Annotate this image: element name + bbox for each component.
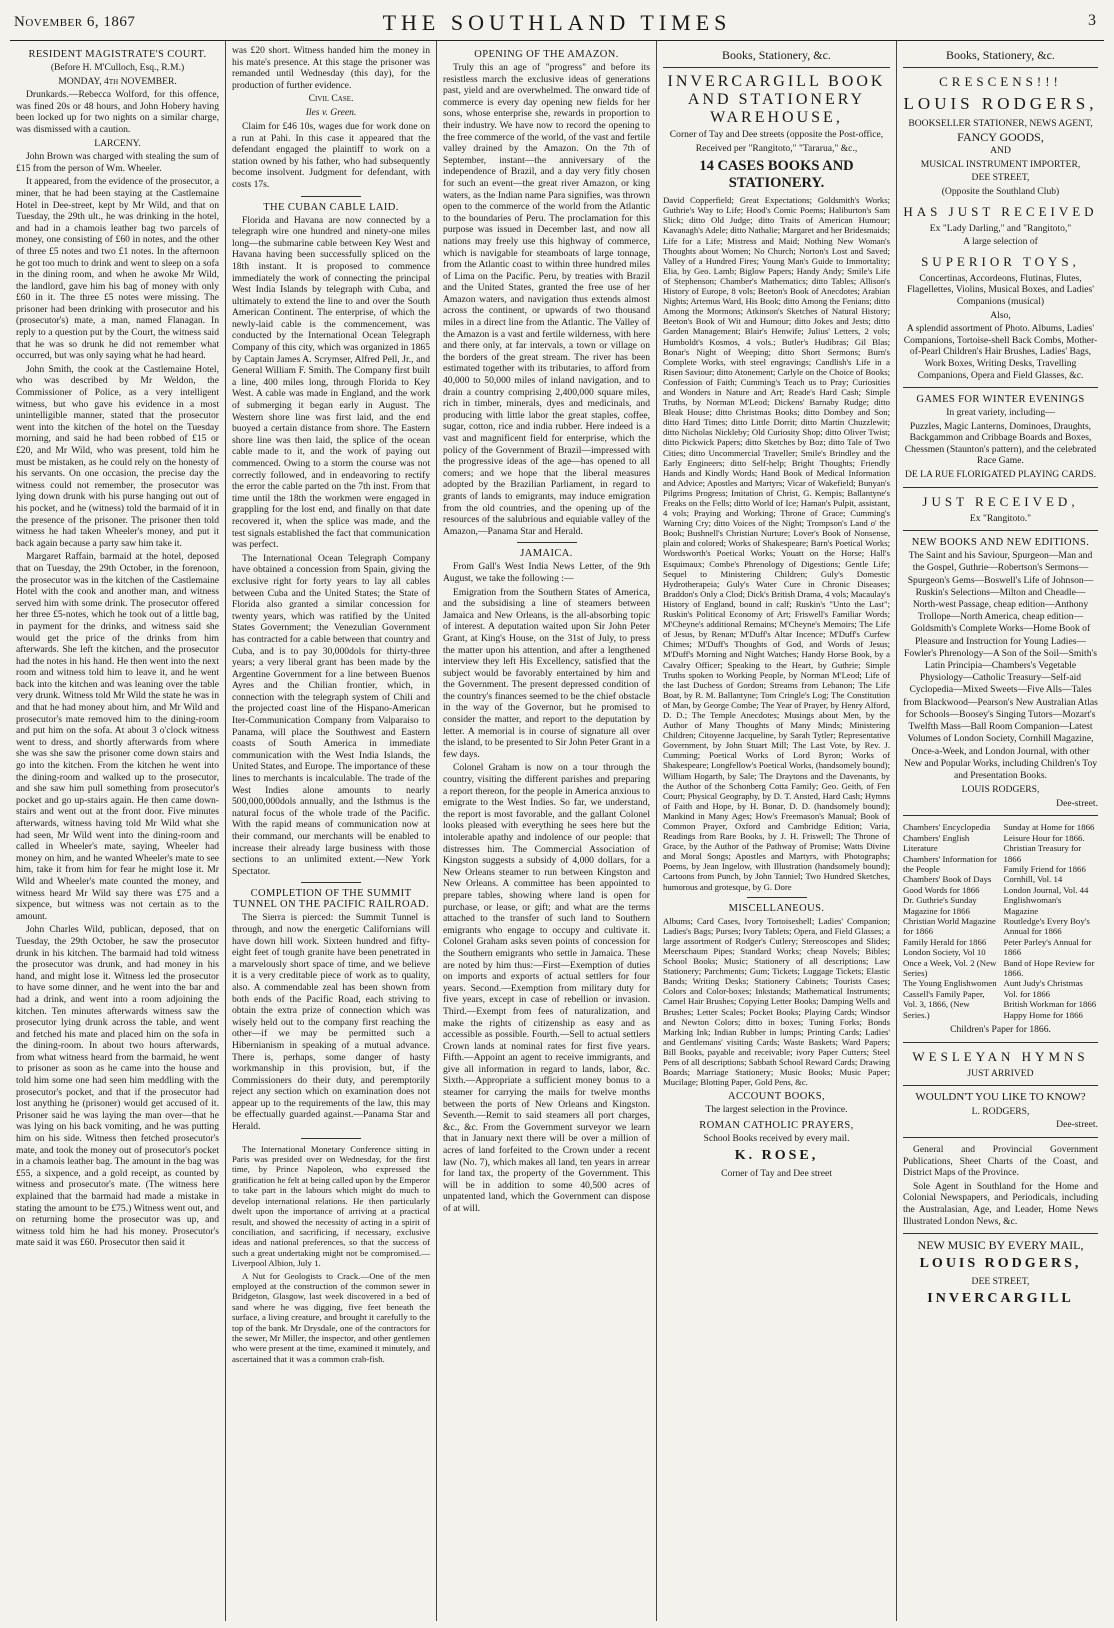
company-address: Corner of Tay and Dee streets (opposite the Post-office, (669, 129, 884, 140)
cases-headline: 14 CASES BOOKS AND STATIONERY. (699, 158, 854, 192)
list-item: Chambers' Information for the People (903, 853, 997, 874)
new-books-heading: NEW BOOKS AND NEW EDITIONS. (911, 537, 1090, 549)
divider (301, 882, 361, 883)
playing-cards-line: DE LA RUE FLORIGATED PLAYING CARDS. (905, 469, 1096, 481)
importer-line: MUSICAL INSTRUMENT IMPORTER, (920, 158, 1081, 170)
photo-list: A splendid assortment of Photo. Albums, Ladies' Companions, Tortoise-shell Back Combs, Mother-of-Pearl Children's Hair Brushes, Ladies' Bags, Work Boxes, Writing Desks, Travelling Companions, Opera and Field Glasses, &c. (903, 323, 1098, 381)
also-line: Also, (990, 309, 1011, 321)
paragraph: Drunkards.—Rebecca Wolford, for this offence, was fined 20s or 48 hours, and John Hobery having been locked up for two nights on a similar charge, was dismissed with a caution. (16, 89, 219, 135)
section-header: Books, Stationery, &c. (663, 45, 890, 68)
account-books-line: The largest selection in the Province. (705, 1104, 848, 1116)
company-name: INVERCARGILL BOOK AND STATIONERY WAREHOUSE, (667, 73, 886, 126)
paragraph: Truly this an age of "progress" and before its resistless march the exclusive ideas of generations past, yield and are overwhelmed. The onward tide of commerce is every day opening new fields for her sons, whose enterprise she, rewards in proportion to their industry. We have now to record the opening to the free commerce of the world, of the vast and fertile valley drained by the Amazon. On the 7th of September, instant—the anniversary of the independence of Brazil, and a day very fitly chosen for such an event—the great river Amazon, or king waters, as the Indian name Para signifies, was thrown open to the commerce of the world from the Atlantic to the boundaries of Peru. The proclamation for this purpose was issued in December last, and now all nations may freely use this highway of commerce, which is navigable for steamboats of large tonnage, from the Atlantic coast to within three hundred miles of Lima on the Pacific. Peru, by treaties with Brazil and the United States, granted the free use of her Amazon waters, and navigation thus extends almost across the continent, or upwards of two thousand miles in a direct line from the Atlantic. The Valley of the Amazon is a vast and fertile wilderness, with here and there only, at far intervals, a town or village on the borders of the great stream. The river has been estimated together with its tributaries, to afford from 40,000 to 50,000 miles of inland navigation, and to drain a country comprising 2,400,000 square miles, rich in timber, minerals, dyes and medicinals, and producing with little labor the great staples, coffee, sugar, cotton, rice and india rubber. Here indeed is a vast and magnificent field for enterprise, which the policy of the Government of Brazil—impressed with the progressive ideas of the age—has opened to all comers; and we hope that the liberal measures adopted by the Brazilian Parliament, in regard to grants of lands to emigrants, may induce emigration from the old countries, and the opening up of the resources of the salubrious and equiable valley of the Amazon,—Panama Star and Herald. (443, 62, 650, 537)
divider (903, 1042, 1098, 1043)
periodicals-left (903, 822, 998, 1020)
prayers-heading: ROMAN CATHOLIC PRAYERS, (699, 1119, 854, 1131)
wouldnt-line: WOULDN'T YOU LIKE TO KNOW? (915, 1091, 1086, 1104)
shipment-line: Received per "Rangitoto," "Tararua," &c., (695, 142, 858, 154)
divider (517, 542, 577, 543)
paragraph: John Smith, the cook at the Castlemaine Hotel, who was described by Mr Weldon, the Commissioner of Police, as a very intelligent witness, but who gave his evidence in a most unintelligible manner, stated that the prosecutor went into the kitchen of the hotel on the Tuesday morning, and said he had been robbed of £15 or £20, and Mr Wild, who was present, told him he must be mistaken, as he could rely on the honesty of his servants. On one occasion, the precise day the witness could not remember, the prosecutor was lying down drunk with his purse hanging out out of his pocket, and he (witness) told the barmaid of it in the presence of the prisoner. The prisoner then told witness he had taken Wheeler's money, and put it back again because a party saw him take it. (16, 363, 219, 549)
divider (903, 530, 1098, 531)
column-news (226, 41, 437, 1621)
list-item: Aunt Judy's Christmas Vol. for 1866 (1003, 978, 1083, 999)
list-item: Family Herald for 1866 (903, 936, 987, 947)
divider (903, 387, 1098, 388)
issue-date: November 6, 1867 (14, 14, 136, 30)
rodgers-street: Dee-street. (1056, 797, 1098, 809)
wesleyan-heading: WESLEYAN HYMNS (912, 1048, 1089, 1064)
periodicals-lists (903, 822, 1098, 1020)
trades-line: BOOKSELLER STATIONER, NEWS AGENT, (908, 118, 1093, 129)
masthead (10, 6, 1104, 41)
l-rodgers-signature: L. RODGERS, (971, 1105, 1030, 1117)
tunnel-heading: COMPLETION OF THE SUMMIT TUNNEL ON THE PACIFIC RAILROAD. (232, 888, 430, 911)
list-item: Chambers' Encyclopedia (903, 822, 991, 833)
list-item: The Young Englishwomen (903, 978, 997, 989)
paragraph: was £20 short. Witness handed him the money in his mate's presence. At this stage the prisoner was remanded until Wednesday (this day), for the production of further evidence. (232, 45, 430, 91)
column-foreign-news (437, 41, 657, 1621)
list-item: Dr. Guthrie's Sunday Magazine for 1866 (903, 895, 977, 916)
games-list: Puzzles, Magic Lanterns, Dominoes, Draughts, Backgammon and Cribbage Boards and Boxes, Chessmen (Staunton's pattern), and the celebrated Race Game. (904, 420, 1097, 467)
paragraph: John Charles Wild, publican, deposed, that on Tuesday, the 29th October, he saw the prosecutor drunk in his kitchen. The barmaid had told witness the prosecutor was drunk, and had money in his hand, and might lose it. Witness led the prosecutor to have some dinner, and he went into the bar and had a drink, and went into a room adjoining the kitchen. Ten minutes afterwards witness saw the prosecutor lying drunk across the table, and went and fetched his mate and placed him on the sofa in the dining-room. In about two hours afterwards, from what witness heard from the barmaid, he went to prisoner as soon as he came into the house and told him some one had seen him meddling with the prosecutor's pocket, and that if the prosecutor had lost anything he (prisoner) would get accused of it. Prisoner said he was laying the man over—that he was lying on his back vomiting, and he was putting him on his side. Witness then fetched prosecutor's mate, and took the money out of prosecutor's pocket in a chamois leather bag. The amount in the bag was £55, a sixpence, and a gold receipt, as counted by witness and prosecutor's mate. (The witness here explained that the barmaid had made a mistake in stating the amount to be £75.) Witness went out, and on returning home the prosecutor was up, and witness told him he had his money. Prosecutor's mate said it was £60. Prosecutor then said it (16, 924, 219, 1249)
paragraph: Claim for £46 10s, wages due for work done on a run at Pahi. In this case it appeared that the defendant engaged the plaintiff to work on a station owned by his father, who had subsequently become insolvent. Judgment for defendant, with costs 17s. (232, 120, 430, 190)
court-date: MONDAY, 4th NOVEMBER. (58, 75, 177, 87)
selection-line: A large selection of (963, 236, 1038, 248)
ship-line-2: Ex "Rangitoto." (969, 512, 1032, 524)
paragraph: It appeared, from the evidence of the prosecutor, a miner, that he had been staying at the Castlemaine Hotel in Dee-street, kept by Mr Wild, and that on Tuesday, the 29th ult., he was drinking in the hotel, and had in a chamois leather bag two parcels of money, one consisting of £60 in notes, and the other of three £5 notes and two £1 notes. In the afternoon he got too much to drink and went to sleep on a sofa in the dining room, and when he awoke Mr Wild, the landlord, gave him his bag of money with only £60 in it. The three £5 notes were missing. The prisoner had been drinking with prosecutor and his (prosecutor's) mate, a man, named Flanagan. In reply to a question put by the Court, the witness said that he was so drunk he did not remember what occurred, but was only saying what he had heard. (16, 176, 219, 362)
paragraph: Margaret Raffain, barmaid at the hotel, deposed that on Tuesday, the 29th October, in the forenoon, the prosecutor was in the kitchen of the Castlemaine Hotel with the cook and another man, and witness served him with some drink. The prosecutor offered her three £5-notes, which he took out of a little bag, in payment for the drinks, and witness said she would get the price of the drinks from him afterwards. She left the kitchen, and the prosecutor had the notes in his hand. He then went into the next room and witness told him to leave it, and he went back into the kitchen and was leaning over the table very drunk. Witness told Mr Wild the state he was in and that he had money about him, and Mr Wild and prosecutor's mate removed him to the dining-room and put him on the sofa. At about 3 o'clock witness went to dress, and shortly afterwards from where she was she saw the prisoner come down stairs and go into the kitchen. From the kitchen he went into the dining-room and walked up to the prosecutor, and she saw him pull something from prosecutor's pocket and go up-stairs again. He then came down-stairs and went out at the front door. Five minutes afterwards, witness having told Mr Wild what she had seen, Mr Wild went into the dining-room and called in Wheeler's mate, saying, Wheeler had money on him, and he wanted Wheeler's mate to see him, take it from him for fear he might lose it. Mr Wild and Wheeler's mate counted the money, and witness heard Mr Wild say there was £75 and a sixpence, but witness was not certain as to the amount. (16, 551, 219, 922)
misc-heading: MISCELLANEOUS. (728, 902, 825, 914)
list-item: Cornhill, Vol. 14 (1003, 874, 1063, 885)
list-item: Good Words for 1866 (903, 884, 980, 895)
larceny-heading: LARCENY. (94, 137, 141, 149)
toys-list: Concertinas, Accordeons, Flutinas, Flutes, Flagellettes, Violins, Musical Boxes, and Ladies' Companions (musical) (907, 272, 1094, 307)
paragraph: The International Monetary Conference sitting in Paris was presided over on Wednesday, for the first time, by Prince Napoleon, who expressed the gratification he felt at being called upon by the Emperor to take part in the labours which might do much to develop international relations. He then particularly dwelt upon the importance of arriving at a practical result, and showed the necessity of acting in a spirit of conciliation, and sacrificing, if necessary, exclusive ideas and national preferences, so that the success of such a great undertaking might not be compromised.—Liverpool Albion, July 1. (232, 1143, 430, 1269)
divider (903, 1085, 1098, 1086)
columns (10, 41, 1104, 1621)
civil-case-heading: Civil Case. (308, 93, 354, 105)
city-name: INVERCARGILL (927, 1291, 1074, 1307)
has-received-line: HAS JUST RECEIVED (903, 203, 1098, 219)
list-item: Christian Treasury for 1866 (1003, 843, 1082, 864)
games-heading: GAMES FOR WINTER EVENINGS (916, 394, 1085, 406)
list-item: Band of Hope Review for 1866. (1003, 957, 1095, 978)
list-item: Leisure Hour for 1866. (1003, 832, 1085, 843)
amazon-heading: OPENING OF THE AMAZON. (474, 49, 619, 60)
fancy-goods-line: FANCY GOODS, (957, 129, 1044, 144)
court-subheading: (Before H. M'Culloch, Esq., R.M.) (50, 62, 185, 73)
paragraph: The International Ocean Telegraph Company have obtained a concession from Spain, giving the exclusive right for forty years to lay all cables between Cuba and the United States; the State of Florida also granted a similar concession for twenty years, which was ratified by the United States Government; the Venezulian Government has contracted for a cable between that country and Cuba, and is to pay 30,000dols for thirty-three years; a very liberal grant has been made by the Argentine Government for a line between Buenos Ayres and the Chilian frontier, which, in connection with the telegraph system of Chili and the projected coast line of the Hispano-American Iter-Communication Company from Valparaiso to Panama, will place the Southwest and Eastern coasts of South America in immediate communication with the West India Islands, the United States, and Europe. The importance of these lines to merchants is incalculable. The trade of the West Indies alone amounts to nearly 500,000,000dols annually, and the Isthmus is the natural focus of the whole trade of the Pacific. With the rapid means of communication now at their command, our merchants will be enabled to increase their already large business with those sections to an unlimited extent.—New York Spectator. (232, 552, 430, 877)
divider (301, 196, 361, 197)
advertiser-address: Corner of Tay and Dee street (721, 1168, 832, 1180)
list-item: Chambers' English Literature (903, 832, 970, 854)
paragraph: Colonel Graham is now on a tour through the country, visiting the different parishes and preparing a report thereon, for the people in America anxious to emigrate to the West Indies. So far, we understand, the report is most favorable, and the gallant Colonel looks pleased with everything he sees here but the intolerable apathy and indolence of our people: that distresses him. The Commercial Association of Kingston suggests a subsidy of 4,000 dollars, for a New Orleans steamer to run between Kingston and New Orleans. A committee has been appointed to prepare tables, showing where land is open for purchase, or lease, or gift; and what are the terms attached to the transfer of such land to Southern emigrants who engage to occupy and cultivate it. Colonel Graham asks seven points of concession for the Southern emigrants who settle in Jamaica. These are noted by him thus:—First—Exemption of duties on imports and exports of actual settlers for four years. Second.—Exemption from military duty for five years, except in case of rebellion or invasion. Third.—Exempt from fees of naturalization, and make the rights of citizenship as easy and as accessible as possible. Fourth.—Sell to actual settlers Crown lands at nominal rates for first five years. Fifth.—Appoint an agent to receive immigrants, and give all information in regard to lands, labor, &c. Sixth.—Appropriate a sufficient money bonus to a steamer for carrying the mails for twelve months between the ports of New Orleans and Kingston. Seventh.—Remit to said steamers all port charges, &c., &c. From the Government surveyor we learn that in January next there will be over a million of acres of land forfeited to the Crown under a recent law (No. 7), which makes all land, ten years in arrear for land tax, the property of the Government. This will be in addition to some 40,500 acres of unpatented land, which the Government can dispose of at will. (443, 762, 650, 1214)
divider (903, 1233, 1098, 1234)
account-books-heading: ACCOUNT BOOKS, (727, 1091, 825, 1103)
court-heading: RESIDENT MAGISTRATE'S COURT. (28, 49, 207, 60)
arrived-line: JUST ARRIVED (967, 1067, 1034, 1079)
list-item: Christian World Magazine for 1866 (903, 915, 996, 937)
book-list: David Copperfield; Great Expectations; Goldsmith's Works; Guthrie's Way to Life; Hood's Comic Poems; Haliburton's Sam Slick; ditto Old Judge; ditto Traits of American Humour; Kavanagh's Adele; ditto Nathalie; Margaret and her Bridesmaids; Life for a Life; Mistress and Maid; Nothing New Woman's Thoughts about Women; No Church; Norton's Lost and Saved; Valley of a Hundred Fires; Young Man's Guide to Immortality; Elia, by Geo. Lamb; Biglow Papers; Handy Andy; Smile's Life of Stephenson; Chamber's Mathematics; ditto Tables; Allison's History of Europe, 8 vols; Beeton's Book of Anecdotes; Arabian Nights; Artemus Ward, His Book; ditto Among the Fenians; ditto Among the Mormons; Atkinson's Sketches of Natural History; Beeton's Book of Wit and Humour; ditto Jokes and Jests; ditto Garden Management; Blair's Henwife; Julius' Letters, 2 vols; Humboldt's Kosmos, 4 vols.; Butler's Hudibras; Gil Blas; Bonar's Night of Weeping; ditto Short Sermons; Burn's Complete Works, with steel engravings; Candlish's Life in a Risen Saviour; ditto Atonement; Carlyle on the Choice of Books; Confession of Faith; Cumming's Teach us to Pray; Curiosities and Wonders in Nature and Art; Reade's Hard Cash; Simple Truths, by Norman M'Leod; Dickens' Barnaby Rudge; ditto Bleak House; ditto Christmas Books; ditto Dombey and Son; ditto Hard Times; ditto Little Dorrit; ditto Martin Chuzzlewit; ditto Nicholas Nickleby; Old Curiosity Shop; ditto Oliver Twist; ditto Pickwick Papers; ditto Sketches by Boz; ditto Tale of Two Cities; ditto Uncommercial Traveller; Smile's Brindley and the Early Engineers; ditto Self-help; Bright Thoughts; Friendly Hands and Kindly Words; Hand Book of Medical Information and Advice; Apostles and Martyrs; Vicar of Wakefield; Bunyan's Pilgrims Progress; Imitation of Christ, G. Kempis; Ballantyne's Freaks on the Fells; ditto World of Ice; Haman's Pulpit, assistant, 4 vols; Praying and Working; Throne of Grace; Cumming's Warning Cry; ditto Voices of the Night; Trompson's Land o' the Book; Bushnell's Christian Nurture; Lover's Book of Nonsense, plain and colored; Works of Shakespeare; Barn's Poetical Works; Wordsworth's Poetical Works; Youatt on the Horse; Hall's Esquimaux; Combe's Phrenology of Digestions; Gentle Life; Sequel to Ministering Children; Guly's Domestic Hydrotherapeia; Guly's Water Cure in Chronic Diseases; Braddon's Only a Clod; Dick's British Drama, 4 vols; Macaulay's History of England, bound in calf; Ruskin's "Unto the Last"; Ruskin's Political Economy of Art; Friswell's Familiar Words; M'Cheyne's additional Remains; M'Cheyne's Memoirs; The Life of Jesus, by Renan; M'Duff's Altar Incence; M'Duff's Curfew Chimes; M'Duff's Thoughts of God, and Words of Jesus; M'Duff's Morning and Night Watches; Handy Horse Book, by a Cavalry Officer; Speaking to the Heart, by Guthrie; Simple Truths spoken to Working People, by Norman M'Leod; Life of the last Duchess of Gordon; Streams from Lebanon; The Life Boat, by R. M. Ballantyne; Tom Cringle's Log; The Constitution of Man, by George Combe; The Year of Prayer, by Henry Alford, D. D.; The Temple Anecdotes; Musings about Men, by the Author of Many Thoughts of Many Minds; Ministering Children; Citoyenne Jacqueline, by Sarah Tytler; Representative Government, by John Stuart Mill; The Last Vote, by Rev. J. Cumming; Poetical Works of Lord Byron; Works of Shakespeare; Longfellow's Poetical Works, (handsomely bound); William Hogarth, by Sale; The Draytons and the Davenants, by the Author of the Schonberg Cotta Family; Geo. Geith, of Fen Court; Physical Geography, by D. T. Ansted, Hard Cash; Hymns of Faith and Hope, by H. Bonar, D. D. (handsomely bound); Mankind in Many Ages; How's Freemason's Manual; Book of Common Prayer, Oxford and Cambridge Edition; Varia, Readings from Rare Books, by J. H. Friswell; The Throne of Grace, by the Author of the Pathway of Promise; Watts Divine and Moral Songs; Apostles and Martyrs, with Photographs; Poems, by Jean Ingelow, with Illustration (handsomely bound); Cartoons from Punch, by John Tanniel; Two Hundred Sketches, humorous and grotesque, by G. Dore (663, 195, 890, 892)
games-subheading: In great variety, including— (946, 407, 1055, 419)
list-item: London Journal, Vol. 44 (1003, 884, 1089, 895)
and-line: AND (990, 145, 1011, 157)
page-number: 3 (1088, 12, 1096, 29)
cable-heading: THE CUBAN CABLE LAID. (263, 201, 399, 213)
list-item: British Workman for 1866 (1003, 999, 1097, 1010)
column-court-report (10, 41, 226, 1621)
list-item: Peter Parley's Annual for 1866 (1003, 936, 1092, 958)
paragraph: Florida and Havana are now connected by a telegraph wire one hundred and ninety-one miles long—the submarine cable between Key West and Havana having been successfully spliced on the 18th instant. It is proposed to commence immediately the work of connecting the principal West India Islands by telegraph with Cuba, and ultimately to extend the line to and over the South American Continent. The enterprise, of which the newly-laid cable is the commencement, was conducted by the International Ocean Telegraph Company of this city, which was organized in 1865 by Captain James A. Scrymser, Alfred Pell, Jr., and General William F. Smith. The Company first built a line, 400 miles long, through Florida to Key West. A cable was made in England, and the work of submerging it began early in August. The Western shore line was first laid, and the end buoyed a certain distance from shore. The Eastern shore line was then laid, the splice of the ocean cable made to it, and the work of paying out commenced. Owing to a storm the course was not correctly followed, and in endeavoring to rectify the error the cable parted on the 7th inst. From that time until the 18th the workmen were engaged in grappling for the lost end, and finally on that date recovered it, when the splice was made, and the test signals established the fact that communication was perfect. (232, 214, 430, 551)
paragraph: A Nut for Geologists to Crack.—One of the men employed at the construction of the common sewer in Bridgeton, Glasgow, last week discovered in a bed of sand where he was digging, five feet beneath the surface, a living creature, and brought it carefully to the top of the bank. Mr Drysdale, one of the contractors for the sewer, Mr Miller, the inspector, and other gentlemen who were present at the time, examined it minutely, and ascertained that it was a common crab-fish. (232, 1270, 430, 1364)
paragraph: The Sierra is pierced: the Summit Tunnel is through, and now the energetic Californians will have down hill work. Sixteen hundred and fifty-eight feet of tough granite have been penetrated in a marvelously short space of time, and we believe it is a very creditable piece of work as to quality, also. A commendable zeal has been shown from both ends of the Pacific Road, each striving to obtain the extra prize of connection which was wisely held out to the company first reaching the other—if we may be permitted such a Hibernianism in speaking of a mutual advance. There is, perhaps, some danger of hasty workmanship in this provision, but, if the Commissioners do their duty, and peremptorily reject any section which on examination does not appear up to the requirements of the law, this may be effectually guarded against.—Panama Star and Herald. (232, 912, 430, 1133)
list-item: Once a Week, Vol. 2 (New Series) (903, 957, 997, 978)
just-received-line: JUST RECEIVED, (922, 493, 1079, 509)
newspaper-title: THE SOUTHLAND TIMES (382, 10, 732, 35)
l-rodgers-street: Dee-street. (1056, 1119, 1098, 1131)
toys-heading: SUPERIOR TOYS, (921, 253, 1080, 269)
ship-line: Ex "Lady Darling," and "Rangitoto," (929, 222, 1072, 234)
list-item: Happy Home for 1866 (1003, 1009, 1083, 1020)
list-item: Englishwoman's Magazine (1003, 895, 1062, 916)
column-advert-rodgers (897, 41, 1104, 1621)
paragraph: From Gall's West India News Letter, of the 9th August, we take the following :— (443, 561, 650, 584)
periodicals-right (1004, 822, 1099, 1020)
list-item: London Society, Vol 10 (903, 947, 986, 958)
divider (301, 1138, 361, 1139)
list-item: Cassell's Family Paper, Vol. 3, 1866, (New Series.) (903, 988, 985, 1020)
new-books-list: The Saint and his Saviour, Spurgeon—Man and the Gospel, Guthrie—Robertson's Sermons—Spurgeon's Gems—Boswell's Life of Johnson—Ruskin's Selections—Milton and Cheadle—North-west Passage, cheap edition—Anthony Trollope—North America, cheap edition—Goldsmith's Complete Works—Home Book of Pleasure and Instruction for Young Ladies—Fowler's Phrenology—A Son of the Soil—Smith's Latin Principia—Chambers's Vegetable Physiology—Catholic Treasury—Self-aid Cyclopedia—Mixed Sweets—Five Alls—Tales from Blackwood—Pearson's New Australian Atlas for Schools—Boosey's Singing Tutors—Mozart's Twelfth Mass—Ball Room Companion—Latest Volumes of London Society, Cornhill Magazine, Once-a-Week, and London Journal, with other New and Popular Works, including Children's Toy and Presentation Books. (903, 550, 1098, 781)
advertiser-name: LOUIS RODGERS, (903, 94, 1098, 113)
jamaica-heading: JAMAICA. (520, 548, 573, 560)
advertiser-signature: K. ROSE, (734, 1148, 819, 1164)
rodgers-signature: LOUIS RODGERS, (961, 784, 1040, 796)
paragraph: John Brown was charged with stealing the sum of £15 from the person of Wm. Wheeler. (16, 151, 219, 174)
divider (747, 897, 807, 898)
paragraph: Emigration from the Southern States of America, and the subsidising a line of steamers between Jamaica and New Orleans, is the all-absorbing topic of interest. A deputation waited upon Sir John Peter Grant, at King's House, on the 31st of July, to press the matter upon his attention, and after a lengthened interview they left His Excellency, satisfied that the subject would be favorably entertained by him and the Government. The present depressed condition of the country's finances seemed to be the chief obstacle in the way of the Governor, but he promised to consider the matter, and report to the deputation by letter. A memorial is in course of signature all over the island, to be presented to Sir John Peter Grant in a few days. (443, 586, 650, 760)
new-music-line: NEW MUSIC BY EVERY MAIL, (917, 1238, 1084, 1253)
childrens-paper-line: Children's Paper for 1866. (950, 1024, 1051, 1036)
column-advert-rose (657, 41, 897, 1621)
civil-case-title: Iles v. Green. (305, 106, 357, 118)
street-line: DEE STREET, (971, 172, 1030, 184)
list-item: Routledge's Every Boy's Annual for 1866 (1003, 915, 1090, 937)
list-item: Chambers' Book of Days (903, 874, 992, 885)
big-name: LOUIS RODGERS, (919, 1255, 1082, 1271)
opposite-line: (Opposite the Southland Club) (941, 185, 1060, 197)
school-books-line: School Books received by every mail. (703, 1132, 850, 1144)
divider (903, 487, 1098, 488)
list-item: Sunday at Home for 1866 (1003, 822, 1095, 833)
big-street: DEE STREET, (971, 1275, 1030, 1287)
list-item: Family Friend for 1866 (1003, 863, 1086, 874)
divider (903, 1137, 1098, 1138)
section-header: Books, Stationery, &c. (903, 45, 1098, 68)
crescens-line: CRESCENS!!! (939, 74, 1062, 89)
divider (903, 815, 1098, 816)
publications-notice: General and Provincial Government Publications, Sheet Charts of the Coast, and District Maps of the Province. (903, 1143, 1098, 1179)
misc-list: Albums; Card Cases, Ivory Tortoiseshell; Ladies' Companion; Ladies's Bags; Purses; Ivory Tablets; Opera, and Field Glasses; a large assortment of Rodger's Cutlery; Stereoscopes and Slides; Meerschaum Pipes; Standard Works; cheap Novels; Bibles; School Books; Music; Stationery of all descriptions; Law Stationery; Parchments; Gum; Tickets; Luggage Tickets; Elastic Bands; Writing Desks; Stationery Cabinets; Tourists Cases; Colors and Color-boxes; Inkstands; Mathematical Instruments; Camel Hair Brushes; Copying Letter Books; Damping Wells and Brushes; Letter Scales; Pocket Books; Playing Cards; Windsor and Newton Colors; ditto in boxes; Tuning Forks; Bonds Marking Ink; Indian Rubber in lumps; Printing Cards; Ladies' and Gentlemans' visiting Cards; Waste Baskets; Ward Papers; Bill Books, payable and receivable; ivory Paper Cutters; Steel Pens of all descriptions; Sabbath School Reward Cards; Drawing Boards; Marriage Stationery; Music Books; Music Paper; Mucilage; Blotting Paper, Gold Pens, &c. (663, 915, 890, 1088)
agent-notice: Sole Agent in Southland for the Home and Colonial Newspapers, and Periodicals, including the Australasian, Age, and Leader, Home News Illustrated London News, &c. (903, 1180, 1098, 1227)
